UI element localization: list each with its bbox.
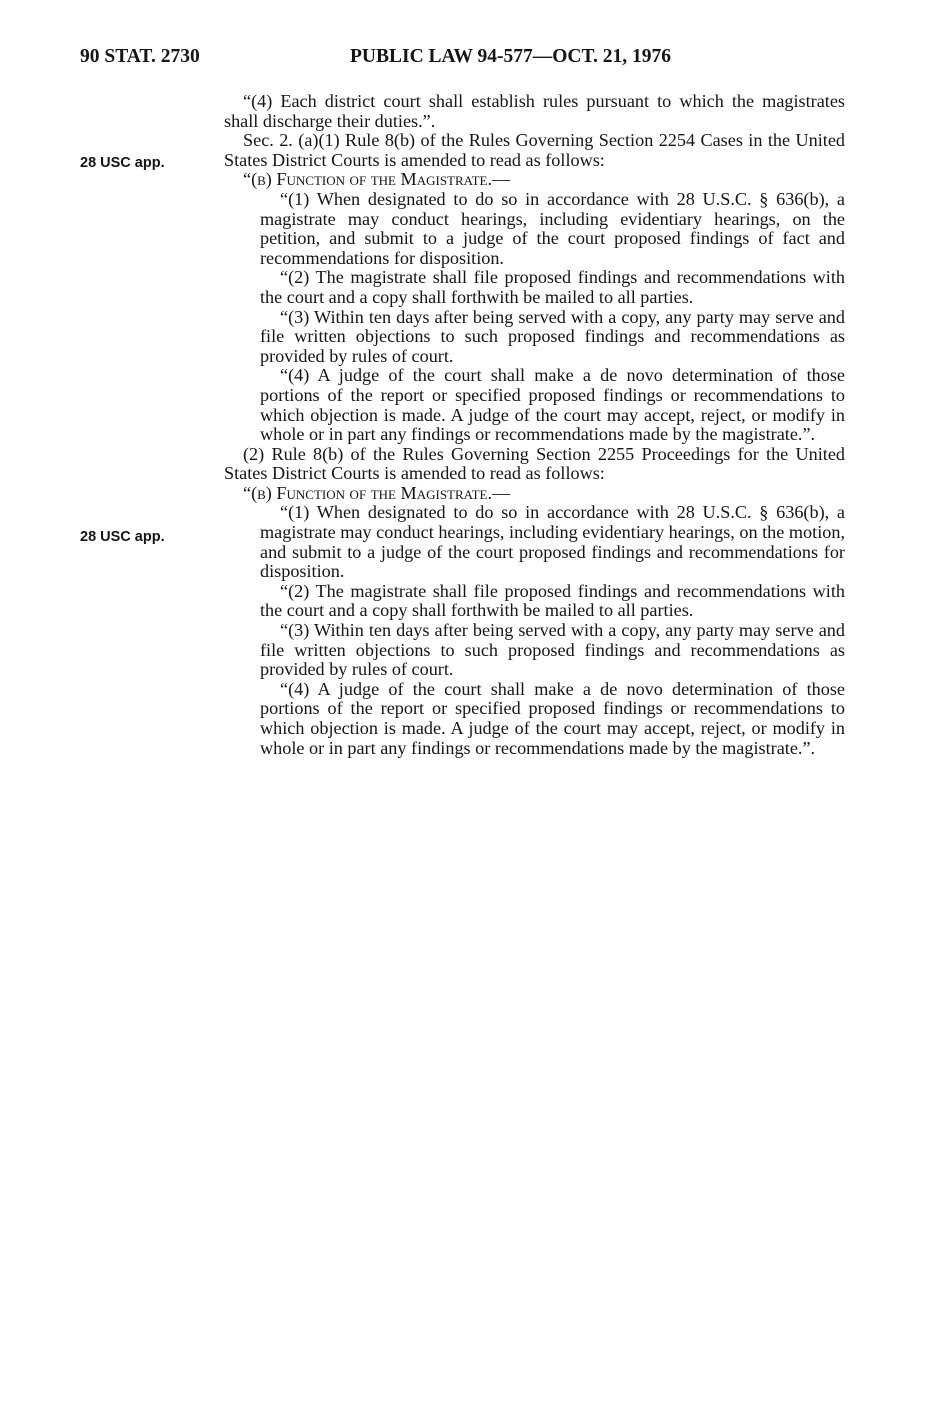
heading-function-of-magistrate-2255: “(b) Function of the Magistrate.— xyxy=(243,482,511,503)
margin-note-usc-2: 28 USC app. xyxy=(80,529,165,545)
page-header xyxy=(80,46,847,76)
law-title: PUBLIC LAW 94-577—OCT. 21, 1976 xyxy=(350,46,672,67)
heading-function-of-magistrate-2254: “(b) Function of the Magistrate.— xyxy=(243,169,511,190)
paragraph-2254-b-2: “(2) The magistrate shall file proposed findings and recommendations with the court and a copy shall forthwith be mailed to all parties. xyxy=(260,267,845,307)
paragraph-2254-b-4: “(4) A judge of the court shall make a de novo determination of those portions of the report or specified proposed findings or recommendations to which objection is made. A judge of the court may accept, reject, or modify in whole or in part any findings or recommendations made by the magistrate.”. xyxy=(260,365,845,445)
stat-page-number: 90 STAT. 2730 xyxy=(80,46,200,67)
margin-note-usc-1: 28 USC app. xyxy=(80,155,165,171)
paragraph-2254-b-3: “(3) Within ten days after being served with a copy, any party may serve and file written objections to such proposed findings and recommendations as provided by rules of court. xyxy=(260,306,845,366)
paragraph-district-court-rules: “(4) Each district court shall establish rules pursuant to which the magistrates shall discharge their duties.”. xyxy=(224,91,845,131)
paragraph-2255-b-4: “(4) A judge of the court shall make a de novo determination of those portions of the report or specified proposed findings or recommendations to which objection is made. A judge of the court may accept, reject, or modify in whole or in part any findings or recommendations made by the magistrate.”. xyxy=(260,678,845,758)
paragraph-2255-b-3: “(3) Within ten days after being served with a copy, any party may serve and file written objections to such proposed findings and recommendations as provided by rules of court. xyxy=(260,620,845,680)
paragraph-sec-2-a-1: Sec. 2. (a)(1) Rule 8(b) of the Rules Governing Section 2254 Cases in the United States District Courts is amended to read as follows: xyxy=(224,130,845,170)
paragraph-sec-2-a-2: (2) Rule 8(b) of the Rules Governing Section 2255 Proceedings for the United States District Courts is amended to read as follows: xyxy=(224,443,845,484)
paragraph-2254-b-1: “(1) When designated to do so in accordance with 28 U.S.C. § 636(b), a magistrate may conduct hearings, including evidentiary hearings, on the petition, and submit to a judge of the court proposed findings of fact and recommendations for disposition. xyxy=(260,188,845,268)
paragraph-2255-b-2: “(2) The magistrate shall file proposed findings and recommendations with the court and a copy shall forthwith be mailed to all parties. xyxy=(260,580,845,621)
paragraph-2255-b-1: “(1) When designated to do so in accordance with 28 U.S.C. § 636(b), a magistrate may conduct hearings, including evidentiary hearings, on the motion, and submit to a judge of the court proposed findings and recommendations for disposition. xyxy=(260,502,845,582)
document-body xyxy=(224,92,845,758)
